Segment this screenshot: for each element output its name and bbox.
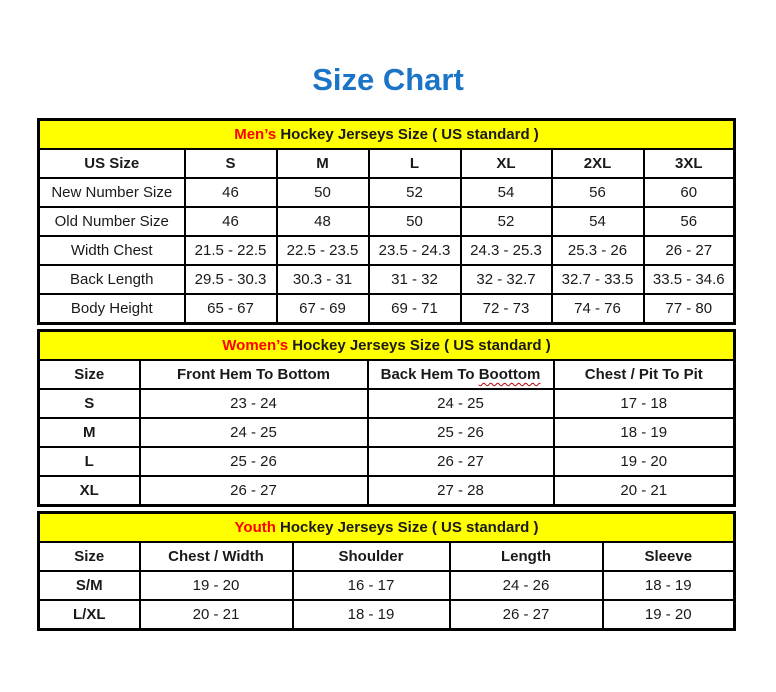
row-label: XL <box>39 476 140 506</box>
header-row <box>39 542 735 571</box>
row-label: Width Chest <box>39 236 185 265</box>
row-label: L/XL <box>39 600 140 630</box>
youth-size-table <box>37 511 736 631</box>
column-header: Length <box>450 542 603 571</box>
womens-size-table <box>37 329 736 507</box>
table-cell: 21.5 - 22.5 <box>185 236 277 265</box>
row-label: Back Length <box>39 265 185 294</box>
table-cell: 65 - 67 <box>185 294 277 324</box>
column-header: Size <box>39 360 140 389</box>
table-row <box>39 447 735 476</box>
table-cell: 26 - 27 <box>450 600 603 630</box>
column-header-misspelled <box>368 360 554 389</box>
table-cell: 31 - 32 <box>369 265 461 294</box>
table-cell: 27 - 28 <box>368 476 554 506</box>
table-row <box>39 120 735 150</box>
table-cell: 46 <box>185 178 277 207</box>
page-title: Size Chart <box>312 62 464 97</box>
table-cell: 50 <box>277 178 369 207</box>
column-header: Chest / Width <box>140 542 293 571</box>
table-cell: 56 <box>552 178 644 207</box>
table-cell: 30.3 - 31 <box>277 265 369 294</box>
banner-text: Hockey Jerseys Size ( US standard ) <box>288 337 551 354</box>
table-cell: 23 - 24 <box>140 389 368 418</box>
banner-highlight: Men’s <box>234 126 277 143</box>
header-text: Back Hem To <box>380 366 479 383</box>
table-cell: 77 - 80 <box>644 294 735 324</box>
table-row <box>39 389 735 418</box>
table-row <box>39 207 735 236</box>
table-cell: 26 - 27 <box>368 447 554 476</box>
table-row <box>39 571 735 600</box>
table-cell: 18 - 19 <box>554 418 735 447</box>
table-cell: 50 <box>369 207 461 236</box>
table-cell: 32 - 32.7 <box>461 265 552 294</box>
womens-section-banner <box>39 331 735 361</box>
banner-text: Hockey Jerseys Size ( US standard ) <box>276 126 539 143</box>
column-header: XL <box>461 149 552 178</box>
table-cell: 26 - 27 <box>140 476 368 506</box>
table-cell: 22.5 - 23.5 <box>277 236 369 265</box>
row-label: Body Height <box>39 294 185 324</box>
table-row <box>39 178 735 207</box>
column-header: M <box>277 149 369 178</box>
table-cell: 24 - 25 <box>368 389 554 418</box>
table-cell: 69 - 71 <box>369 294 461 324</box>
table-cell: 26 - 27 <box>644 236 735 265</box>
table-cell: 54 <box>461 178 552 207</box>
table-cell: 25 - 26 <box>140 447 368 476</box>
table-row <box>39 600 735 630</box>
table-row <box>39 294 735 324</box>
table-cell: 72 - 73 <box>461 294 552 324</box>
column-header: Chest / Pit To Pit <box>554 360 735 389</box>
column-header: 3XL <box>644 149 735 178</box>
column-header: Shoulder <box>293 542 450 571</box>
misspelled-word-wavy-underline: Boottom <box>478 366 541 383</box>
column-header: 2XL <box>552 149 644 178</box>
row-label: S <box>39 389 140 418</box>
table-cell: 24.3 - 25.3 <box>461 236 552 265</box>
table-cell: 67 - 69 <box>277 294 369 324</box>
row-label: New Number Size <box>39 178 185 207</box>
table-cell: 23.5 - 24.3 <box>369 236 461 265</box>
table-cell: 25.3 - 26 <box>552 236 644 265</box>
table-cell: 25 - 26 <box>368 418 554 447</box>
banner-highlight: Women’s <box>222 337 289 354</box>
youth-section-banner <box>39 513 735 543</box>
table-cell: 16 - 17 <box>293 571 450 600</box>
table-cell: 20 - 21 <box>554 476 735 506</box>
table-cell: 74 - 76 <box>552 294 644 324</box>
column-header: Sleeve <box>603 542 735 571</box>
column-header: S <box>185 149 277 178</box>
table-row <box>39 513 735 543</box>
table-row <box>39 418 735 447</box>
mens-size-table <box>37 118 736 325</box>
column-header: L <box>369 149 461 178</box>
table-cell: 24 - 25 <box>140 418 368 447</box>
banner-text: Hockey Jerseys Size ( US standard ) <box>275 519 539 536</box>
table-cell: 24 - 26 <box>450 571 603 600</box>
table-cell: 19 - 20 <box>554 447 735 476</box>
column-header: Size <box>39 542 140 571</box>
table-cell: 46 <box>185 207 277 236</box>
table-cell: 32.7 - 33.5 <box>552 265 644 294</box>
table-cell: 52 <box>369 178 461 207</box>
column-header: Front Hem To Bottom <box>140 360 368 389</box>
table-row <box>39 476 735 506</box>
row-label: Old Number Size <box>39 207 185 236</box>
table-cell: 19 - 20 <box>603 600 735 630</box>
table-cell: 17 - 18 <box>554 389 735 418</box>
table-row <box>39 236 735 265</box>
table-cell: 33.5 - 34.6 <box>644 265 735 294</box>
column-header: US Size <box>39 149 185 178</box>
row-label: M <box>39 418 140 447</box>
mens-section-banner <box>39 120 735 150</box>
row-label: S/M <box>39 571 140 600</box>
table-cell: 18 - 19 <box>293 600 450 630</box>
row-label: L <box>39 447 140 476</box>
size-tables-container <box>37 118 733 631</box>
table-cell: 48 <box>277 207 369 236</box>
table-cell: 29.5 - 30.3 <box>185 265 277 294</box>
table-cell: 60 <box>644 178 735 207</box>
header-row <box>39 360 735 389</box>
header-row <box>39 149 735 178</box>
table-row <box>39 331 735 361</box>
table-cell: 54 <box>552 207 644 236</box>
banner-highlight: Youth <box>234 519 276 536</box>
table-cell: 20 - 21 <box>140 600 293 630</box>
table-row <box>39 265 735 294</box>
table-cell: 52 <box>461 207 552 236</box>
table-cell: 19 - 20 <box>140 571 293 600</box>
table-cell: 56 <box>644 207 735 236</box>
table-cell: 18 - 19 <box>603 571 735 600</box>
